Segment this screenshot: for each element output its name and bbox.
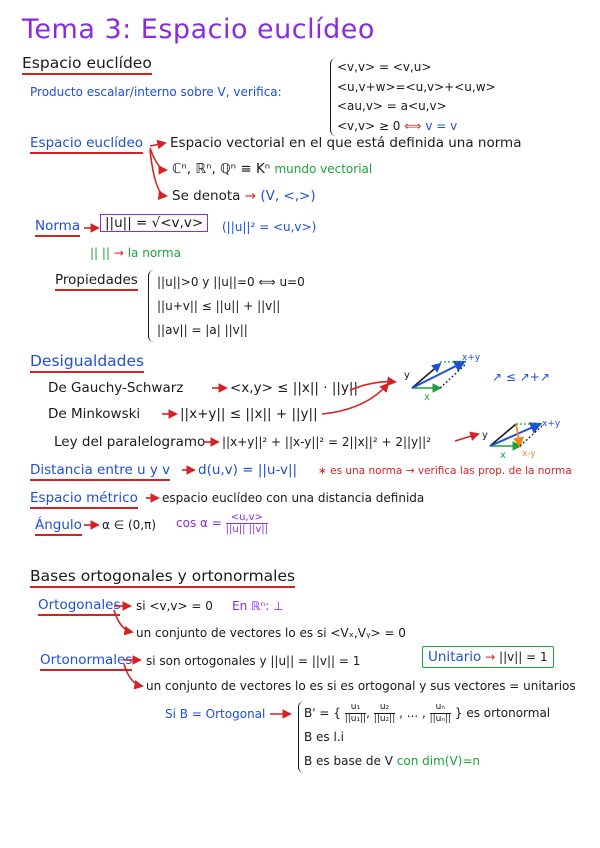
angulo-range: α ∈ (0,π)	[102, 518, 157, 532]
label-y: y	[404, 370, 410, 381]
ortogonales-l2: un conjunto de vectores lo es si <Vₓ,Vᵧ> = 0	[136, 626, 406, 640]
section-heading-espacio: Espacio euclídeo	[22, 54, 152, 75]
norma-side: (||u||² = <u,v>)	[222, 220, 317, 234]
norma-label: Norma	[35, 218, 80, 237]
frac-1-num: u₁	[345, 702, 366, 714]
frac-n-den: ||uₙ||	[429, 714, 452, 724]
arrow-icon	[150, 143, 165, 146]
vector-y	[490, 424, 516, 446]
angulo-cos-label: cos α =	[176, 516, 222, 530]
arrow-icon	[455, 434, 478, 441]
euclideo-label: Espacio euclídeo	[30, 135, 143, 154]
b-prime-line: B' = { $\frac{\text{u₁}}{\text{||u₁||}}$ , $\frac{\text{u₂}}{\text{||u₂||}}$ , ... , $\frac{\text{uₙ}}{\text{||uₙ||}}$ } es ortonormal	[304, 702, 551, 724]
mk-formula: ||x+y|| ≤ ||x|| + ||y||	[180, 406, 318, 422]
distancia-note-tail: verifica las prop. de la norma	[417, 465, 572, 477]
metrico-text: espacio euclídeo con una distancia definida	[162, 491, 425, 505]
frac-2-den: ||u₂||	[373, 714, 396, 724]
bases-heading: Bases ortogonales y ortonormales	[30, 567, 295, 588]
euclideo-line3-tail: (V, <,>)	[260, 188, 316, 204]
label-y: y	[482, 430, 488, 441]
par-formula: ||x+y||² + ||x-y||² = 2||x||² + 2||y||²	[222, 435, 432, 449]
frac-1-den: ||u₁||	[344, 714, 367, 724]
b-base-text: B es base de V	[304, 754, 393, 768]
arrow-icon	[114, 610, 132, 632]
unitario-label: Unitario	[428, 649, 482, 665]
metrico-label: Espacio métrico	[30, 490, 138, 509]
arrow-icon	[350, 382, 395, 390]
page-title: Tema 3: Espacio euclídeo	[22, 14, 375, 45]
propiedad-3: ||av|| = |a| ||v||	[157, 323, 248, 337]
b-prime-close: }	[454, 706, 463, 720]
euclideo-line2-tail: mundo vectorial	[274, 162, 373, 176]
label-x: x	[424, 392, 430, 403]
b-prime-open: B' = {	[304, 706, 341, 720]
propiedad-2: ||u+v|| ≤ ||u|| + ||v||	[157, 299, 281, 313]
ortogonales-rn: En ℝⁿ: ⊥	[232, 599, 284, 613]
ortonormales-l1: si son ortogonales y ||u|| = ||v|| = 1	[146, 654, 361, 668]
ortogonales-label: Ortogonales	[38, 597, 120, 616]
arrow-icon	[124, 664, 142, 686]
angulo-den: ||u|| ||v||	[225, 524, 269, 535]
prop-4-text: <v,v> ≥ 0	[337, 118, 401, 133]
b-prime-tail: es ortonormal	[466, 706, 551, 720]
prop-4-tail: v = v	[425, 118, 458, 133]
distancia-note-text: ∗ es una norma	[318, 465, 403, 477]
prop-2: <u,v+w>=<u,v>+<u,w>	[337, 79, 496, 94]
mk-label: De Minkowski	[48, 406, 141, 422]
arrow-icon: →	[405, 465, 415, 477]
euclideo-line3-text: Se denota	[172, 188, 241, 204]
arrow-icon: →	[113, 246, 124, 260]
desigualdades-heading: Desigualdades	[30, 352, 144, 373]
euclideo-line2-text: ℂⁿ, ℝⁿ, ℚⁿ ≡ Kⁿ	[172, 161, 271, 177]
cs-label: De Gauchy-Schwarz	[48, 380, 184, 396]
si-b-ortogonal: Si B = Ortogonal	[165, 707, 266, 721]
propiedad-1: ||u||>0 y ||u||=0 ⟺ u=0	[157, 275, 305, 289]
angulo-label: Ángulo	[35, 517, 82, 536]
producto-label: Producto escalar/interno sobre V, verifica:	[30, 85, 282, 99]
label-xy: x+y	[542, 419, 561, 429]
b-li: B es l.i	[304, 730, 344, 744]
parallelogram-diagram-2	[482, 419, 561, 461]
ineq-note: ↗ ≤ ↗+↗	[492, 370, 550, 384]
angulo-num: <u,v>	[226, 512, 268, 524]
frac-dots: , ... ,	[399, 706, 426, 720]
norma-note-b: la norma	[127, 246, 181, 260]
iff-arrow-icon: ⟺	[404, 118, 422, 133]
prop-1: <v,v> = <v,u>	[337, 60, 432, 74]
unitario-val: ||v|| = 1	[499, 650, 548, 664]
parallelogram-diagram-1	[404, 353, 481, 403]
ortogonales-l1: si <v,v> = 0	[136, 599, 213, 613]
b-base-tail: con dim(V)=n	[396, 754, 481, 768]
par-label: Ley del paralelogramo	[54, 434, 206, 450]
distancia-label: Distancia entre u y v	[30, 462, 170, 481]
arrow-icon: →	[244, 188, 257, 204]
norma-formula: ||u|| = √<v,v>	[100, 214, 208, 232]
arrow-icon: →	[485, 650, 496, 664]
distancia-formula: d(u,v) = ||u-v||	[198, 462, 298, 478]
prop-3: <au,v> = a<u,v>	[337, 99, 447, 113]
arrow-icon	[150, 150, 166, 196]
label-xmy: x-y	[522, 449, 536, 459]
ortonormales-l2: un conjunto de vectores lo es si es ortogonal y sus vectores = unitarios	[146, 679, 576, 693]
label-xy: x+y	[462, 353, 481, 363]
frac-n-num: uₙ	[430, 702, 451, 714]
frac-2-num: u₂	[374, 702, 395, 714]
cs-formula: <x,y> ≤ ||x|| · ||y||	[230, 380, 359, 396]
ortonormales-label: Ortonormales	[40, 652, 132, 671]
label-x: x	[500, 450, 506, 461]
norma-note-a: || ||	[90, 246, 110, 260]
propiedades-label: Propiedades	[55, 272, 138, 291]
euclideo-line1: Espacio vectorial en el que está definida una norma	[170, 135, 522, 151]
